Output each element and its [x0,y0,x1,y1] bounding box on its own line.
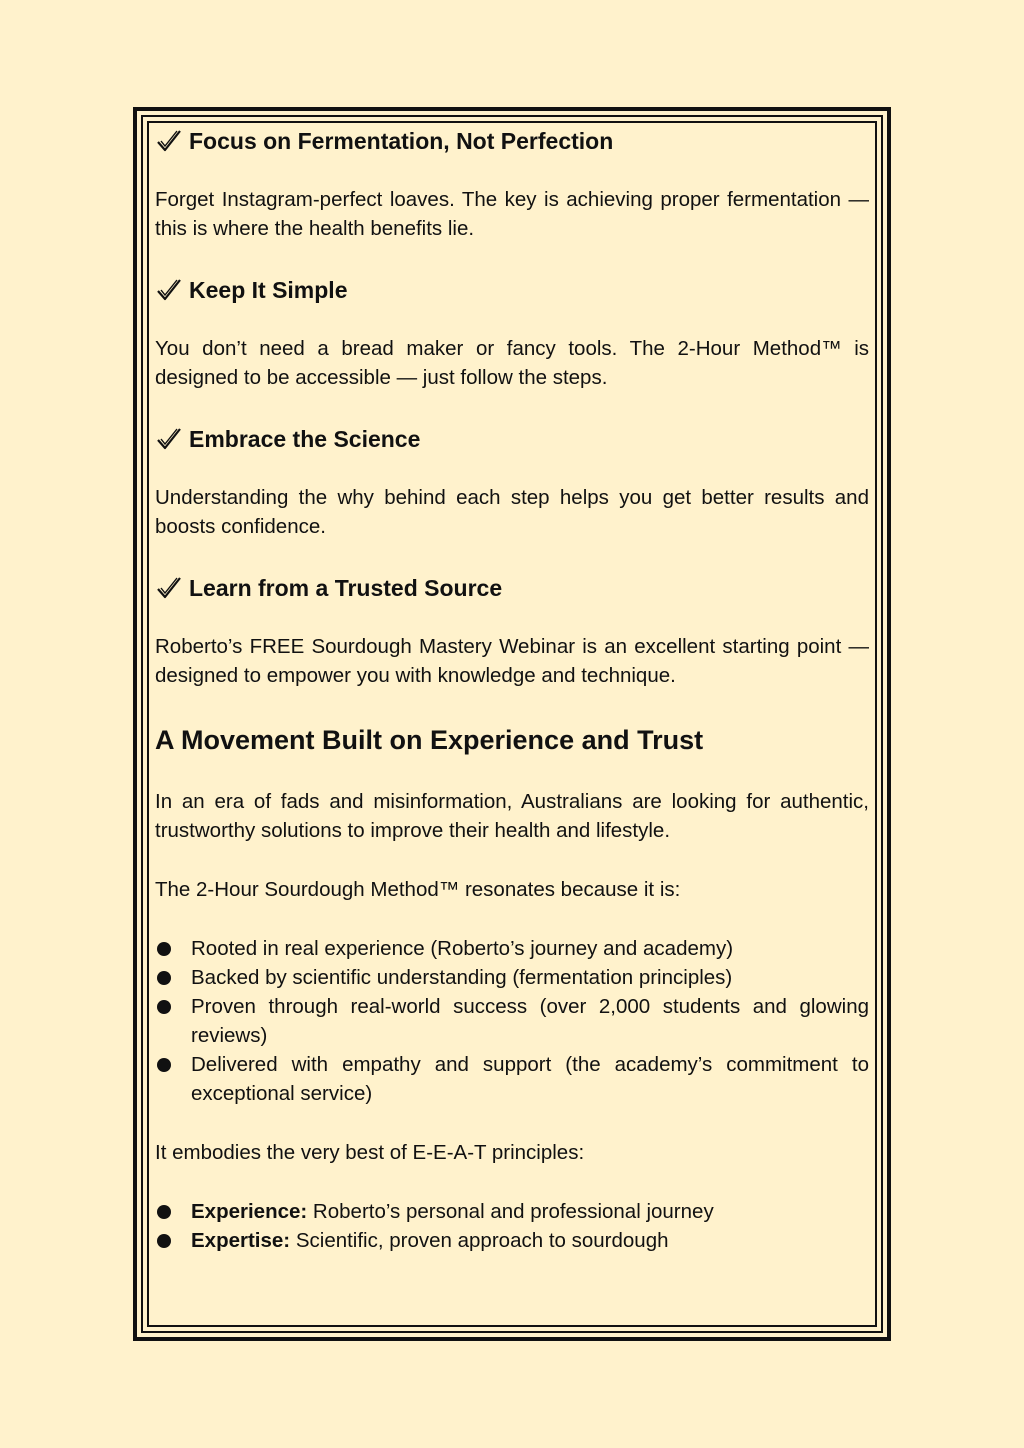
section-heading-text: Embrace the Science [189,426,421,452]
eeat-desc: Roberto’s personal and professional journey [307,1200,714,1223]
list-item-text: Proven through real-world success (over 2,000 students and glowing reviews) [191,995,869,1047]
section-heading [155,422,869,456]
list-item [155,963,869,992]
checkmark-icon [155,277,183,303]
bullet-icon [157,1234,171,1248]
checkmark-icon [155,575,183,601]
eeat-list [155,1197,869,1255]
bullet-icon [157,971,171,985]
bullet-icon [157,1058,171,1072]
bullet-icon [157,1000,171,1014]
list-item [155,1050,869,1108]
eeat-term: Expertise: [191,1229,291,1252]
list-item [155,1197,869,1226]
section-heading [155,571,869,605]
list-item-text: Delivered with empathy and support (the academy’s commitment to exceptional service) [191,1053,869,1105]
section-body: Understanding the why behind each step helps you get better results and boosts confidence. [155,486,869,538]
section-heading [155,273,869,307]
eeat-lead: It embodies the very best of E-E-A-T principles: [155,1141,585,1164]
eeat-desc: Scientific, proven approach to sourdough [290,1229,669,1252]
eeat-term: Experience: [191,1200,308,1223]
section-body: Forget Instagram-perfect loaves. The key is achieving proper fermentation — this is where the health benefits lie. [155,188,869,240]
section-heading-text: Learn from a Trusted Source [189,575,503,601]
list-item [155,1226,869,1255]
section-body: You don’t need a bread maker or fancy tools. The 2-Hour Method™ is designed to be accessible — just follow the steps. [155,337,869,389]
section-heading-text: Focus on Fermentation, Not Perfection [189,128,614,154]
section-heading [155,124,869,158]
bullet-icon [157,1205,171,1219]
reasons-list [155,934,869,1108]
movement-lead: The 2-Hour Sourdough Method™ resonates because it is: [155,878,681,901]
checkmark-icon [155,128,183,154]
checkmark-icon [155,426,183,452]
movement-heading: A Movement Built on Experience and Trust [155,725,704,755]
document-content [155,124,869,1255]
movement-intro: In an era of fads and misinformation, Australians are looking for authentic, trustworthy solutions to improve their health and lifestyle. [155,790,869,842]
list-item [155,934,869,963]
list-item-text: Rooted in real experience (Roberto’s journey and academy) [191,937,734,960]
bullet-icon [157,942,171,956]
section-heading-text: Keep It Simple [189,277,348,303]
list-item [155,992,869,1050]
list-item-text: Backed by scientific understanding (fermentation principles) [191,966,733,989]
section-body: Roberto’s FREE Sourdough Mastery Webinar is an excellent starting point — designed to empower you with knowledge and technique. [155,635,869,687]
